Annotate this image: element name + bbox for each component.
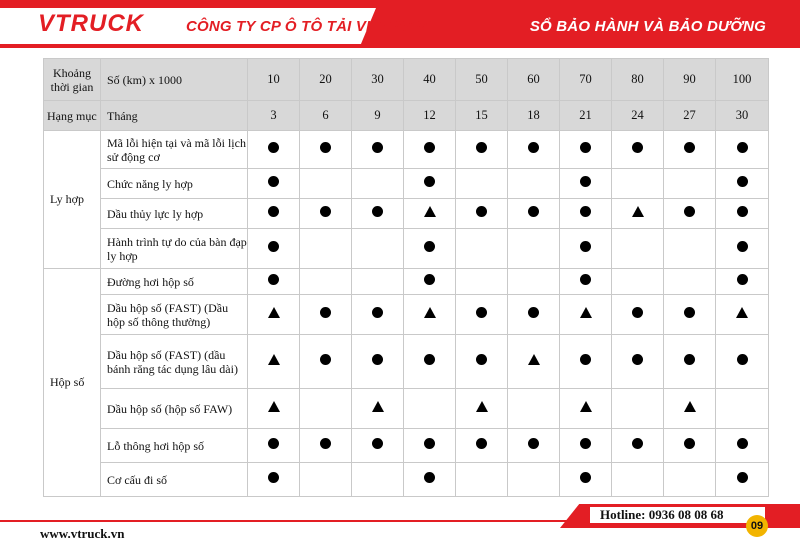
schedule-cell: [716, 429, 769, 463]
check-dot-icon: [320, 354, 331, 365]
schedule-cell: [508, 463, 560, 497]
schedule-cell: [352, 335, 404, 389]
check-dot-icon: [737, 472, 748, 483]
schedule-cell: [612, 169, 664, 199]
schedule-cell: [664, 295, 716, 335]
schedule-cell: [248, 463, 300, 497]
replace-triangle-icon: [268, 307, 280, 318]
schedule-cell: [508, 131, 560, 169]
check-dot-icon: [372, 206, 383, 217]
check-dot-icon: [684, 438, 695, 449]
check-dot-icon: [268, 472, 279, 483]
month-header-row: [44, 101, 769, 131]
schedule-cell: [716, 131, 769, 169]
schedule-cell: [456, 229, 508, 269]
km-cell: 40: [404, 59, 456, 101]
schedule-cell: [716, 389, 769, 429]
schedule-cell: [508, 429, 560, 463]
check-dot-icon: [424, 176, 435, 187]
book-title: SỔ BẢO HÀNH VÀ BẢO DƯỠNG: [529, 18, 766, 35]
table-row: [44, 463, 769, 497]
check-dot-icon: [580, 241, 591, 252]
schedule-cell: [248, 429, 300, 463]
website-link[interactable]: www.vtruck.vn: [40, 526, 125, 541]
schedule-cell: [560, 229, 612, 269]
schedule-cell: [716, 169, 769, 199]
km-cell: 30: [352, 59, 404, 101]
item-label: Chức năng ly hợp: [101, 169, 248, 199]
schedule-cell: [664, 269, 716, 295]
table-row: [44, 169, 769, 199]
schedule-cell: [404, 335, 456, 389]
schedule-cell: [404, 229, 456, 269]
check-dot-icon: [424, 472, 435, 483]
schedule-cell: [248, 295, 300, 335]
check-dot-icon: [268, 176, 279, 187]
check-dot-icon: [684, 307, 695, 318]
schedule-cell: [404, 429, 456, 463]
schedule-cell: [664, 389, 716, 429]
check-dot-icon: [684, 142, 695, 153]
schedule-cell: [404, 269, 456, 295]
company-name: CÔNG TY CP Ô TÔ TẢI VIỆT NAM: [186, 18, 430, 35]
schedule-cell: [560, 131, 612, 169]
check-dot-icon: [476, 438, 487, 449]
schedule-cell: [300, 335, 352, 389]
check-dot-icon: [528, 206, 539, 217]
check-dot-icon: [372, 307, 383, 318]
km-cell: 60: [508, 59, 560, 101]
check-dot-icon: [737, 176, 748, 187]
table-row: [44, 295, 769, 335]
item-label: Dầu thủy lực ly hợp: [101, 199, 248, 229]
hotline-text: Hotline: 0936 08 08 68: [600, 507, 724, 522]
km-header-row: [44, 59, 769, 101]
check-dot-icon: [632, 307, 643, 318]
schedule-cell: [404, 199, 456, 229]
item-label: Dầu hộp số (FAST) (dầu bánh răng tác dụng lâu dài): [101, 335, 248, 389]
schedule-cell: [560, 199, 612, 229]
check-dot-icon: [580, 274, 591, 285]
check-dot-icon: [737, 206, 748, 217]
km-cell: 70: [560, 59, 612, 101]
month-cell: 27: [664, 101, 716, 131]
interval-corner-label: Khoảng thời gian: [44, 59, 101, 101]
replace-triangle-icon: [736, 307, 748, 318]
check-dot-icon: [737, 354, 748, 365]
schedule-cell: [404, 295, 456, 335]
schedule-cell: [300, 295, 352, 335]
schedule-cell: [716, 335, 769, 389]
schedule-cell: [300, 199, 352, 229]
page-number: 09: [746, 515, 768, 537]
check-dot-icon: [476, 307, 487, 318]
check-dot-icon: [737, 142, 748, 153]
schedule-cell: [300, 429, 352, 463]
item-label: Dầu hộp số (FAST) (Dầu hộp số thông thường): [101, 295, 248, 335]
check-dot-icon: [528, 142, 539, 153]
replace-triangle-icon: [528, 354, 540, 365]
table-row: [44, 335, 769, 389]
schedule-cell: [248, 199, 300, 229]
schedule-cell: [612, 295, 664, 335]
schedule-cell: [560, 429, 612, 463]
schedule-cell: [404, 169, 456, 199]
replace-triangle-icon: [372, 401, 384, 412]
check-dot-icon: [424, 142, 435, 153]
check-dot-icon: [737, 274, 748, 285]
table-row: [44, 229, 769, 269]
replace-triangle-icon: [580, 307, 592, 318]
schedule-cell: [404, 463, 456, 497]
schedule-cell: [612, 199, 664, 229]
schedule-cell: [508, 335, 560, 389]
check-dot-icon: [320, 142, 331, 153]
replace-triangle-icon: [476, 401, 488, 412]
schedule-cell: [664, 335, 716, 389]
schedule-cell: [248, 335, 300, 389]
check-dot-icon: [268, 206, 279, 217]
check-dot-icon: [684, 354, 695, 365]
schedule-cell: [456, 131, 508, 169]
schedule-cell: [456, 463, 508, 497]
month-cell: 12: [404, 101, 456, 131]
item-label: Đường hơi hộp số: [101, 269, 248, 295]
month-cell: 24: [612, 101, 664, 131]
table-row: [44, 429, 769, 463]
schedule-cell: [716, 463, 769, 497]
check-dot-icon: [476, 354, 487, 365]
schedule-cell: [456, 335, 508, 389]
replace-triangle-icon: [268, 354, 280, 365]
schedule-cell: [352, 463, 404, 497]
schedule-cell: [300, 169, 352, 199]
schedule-cell: [352, 199, 404, 229]
check-dot-icon: [528, 438, 539, 449]
check-dot-icon: [580, 438, 591, 449]
check-dot-icon: [632, 142, 643, 153]
check-dot-icon: [424, 241, 435, 252]
schedule-cell: [456, 199, 508, 229]
replace-triangle-icon: [580, 401, 592, 412]
schedule-cell: [612, 131, 664, 169]
km-cell: 90: [664, 59, 716, 101]
check-dot-icon: [684, 206, 695, 217]
check-dot-icon: [268, 438, 279, 449]
schedule-cell: [404, 131, 456, 169]
check-dot-icon: [372, 438, 383, 449]
schedule-cell: [300, 269, 352, 295]
schedule-cell: [456, 269, 508, 295]
category-cell: Hộp số: [44, 269, 101, 497]
schedule-cell: [508, 269, 560, 295]
schedule-cell: [508, 389, 560, 429]
schedule-cell: [456, 169, 508, 199]
schedule-cell: [456, 389, 508, 429]
check-dot-icon: [320, 206, 331, 217]
check-dot-icon: [632, 438, 643, 449]
schedule-cell: [352, 389, 404, 429]
check-dot-icon: [580, 472, 591, 483]
schedule-cell: [664, 169, 716, 199]
month-cell: 3: [248, 101, 300, 131]
schedule-cell: [664, 463, 716, 497]
check-dot-icon: [632, 354, 643, 365]
replace-triangle-icon: [268, 401, 280, 412]
check-dot-icon: [580, 176, 591, 187]
item-label: Lỗ thông hơi hộp số: [101, 429, 248, 463]
check-dot-icon: [372, 354, 383, 365]
check-dot-icon: [476, 206, 487, 217]
schedule-cell: [352, 429, 404, 463]
schedule-cell: [352, 295, 404, 335]
schedule-cell: [612, 335, 664, 389]
month-cell: 30: [716, 101, 769, 131]
schedule-cell: [352, 169, 404, 199]
schedule-cell: [456, 429, 508, 463]
check-dot-icon: [320, 438, 331, 449]
schedule-cell: [248, 229, 300, 269]
check-dot-icon: [737, 241, 748, 252]
replace-triangle-icon: [424, 206, 436, 217]
km-cell: 100: [716, 59, 769, 101]
km-cell: 80: [612, 59, 664, 101]
schedule-cell: [352, 269, 404, 295]
table-row: [44, 269, 769, 295]
vtruck-logo: VTRUCK: [38, 10, 144, 37]
replace-triangle-icon: [684, 401, 696, 412]
month-cell: 9: [352, 101, 404, 131]
schedule-cell: [456, 295, 508, 335]
schedule-cell: [716, 229, 769, 269]
schedule-cell: [612, 429, 664, 463]
schedule-cell: [664, 429, 716, 463]
schedule-cell: [404, 389, 456, 429]
maintenance-schedule-table: [43, 58, 769, 497]
check-dot-icon: [424, 438, 435, 449]
km-cell: 20: [300, 59, 352, 101]
month-cell: 18: [508, 101, 560, 131]
schedule-cell: [560, 463, 612, 497]
schedule-cell: [612, 229, 664, 269]
schedule-cell: [664, 229, 716, 269]
check-dot-icon: [580, 206, 591, 217]
schedule-cell: [508, 199, 560, 229]
check-dot-icon: [476, 142, 487, 153]
schedule-cell: [612, 269, 664, 295]
schedule-cell: [612, 389, 664, 429]
check-dot-icon: [528, 307, 539, 318]
item-label: Mã lỗi hiện tại và mã lỗi lịch sử động cơ: [101, 131, 248, 169]
item-label: Dầu hộp số (hộp số FAW): [101, 389, 248, 429]
schedule-cell: [248, 389, 300, 429]
schedule-cell: [248, 169, 300, 199]
check-dot-icon: [424, 274, 435, 285]
schedule-cell: [300, 229, 352, 269]
schedule-cell: [352, 131, 404, 169]
item-label: Hành trình tự do của bàn đạp ly hợp: [101, 229, 248, 269]
category-header: Hạng mục: [44, 101, 101, 131]
check-dot-icon: [268, 241, 279, 252]
month-cell: 15: [456, 101, 508, 131]
schedule-cell: [612, 463, 664, 497]
schedule-cell: [716, 269, 769, 295]
check-dot-icon: [580, 354, 591, 365]
schedule-cell: [508, 229, 560, 269]
schedule-cell: [560, 269, 612, 295]
schedule-cell: [560, 295, 612, 335]
schedule-cell: [300, 389, 352, 429]
replace-triangle-icon: [632, 206, 644, 217]
month-cell: 21: [560, 101, 612, 131]
schedule-cell: [716, 295, 769, 335]
schedule-cell: [664, 131, 716, 169]
schedule-cell: [560, 389, 612, 429]
table-row: [44, 199, 769, 229]
km-cell: 50: [456, 59, 508, 101]
table-row: [44, 389, 769, 429]
item-label: Cơ cấu đi số: [101, 463, 248, 497]
check-dot-icon: [268, 274, 279, 285]
check-dot-icon: [737, 438, 748, 449]
check-dot-icon: [580, 142, 591, 153]
schedule-cell: [664, 199, 716, 229]
check-dot-icon: [320, 307, 331, 318]
km-label: Số (km) x 1000: [101, 59, 248, 101]
schedule-cell: [300, 463, 352, 497]
schedule-cell: [352, 229, 404, 269]
schedule-cell: [248, 131, 300, 169]
month-cell: 6: [300, 101, 352, 131]
km-cell: 10: [248, 59, 300, 101]
schedule-cell: [560, 169, 612, 199]
check-dot-icon: [424, 354, 435, 365]
schedule-cell: [508, 295, 560, 335]
schedule-cell: [508, 169, 560, 199]
check-dot-icon: [372, 142, 383, 153]
schedule-cell: [560, 335, 612, 389]
category-cell: Ly hợp: [44, 131, 101, 269]
schedule-cell: [716, 199, 769, 229]
replace-triangle-icon: [424, 307, 436, 318]
table-row: [44, 131, 769, 169]
check-dot-icon: [268, 142, 279, 153]
schedule-cell: [300, 131, 352, 169]
month-label: Tháng: [101, 101, 248, 131]
schedule-cell: [248, 269, 300, 295]
